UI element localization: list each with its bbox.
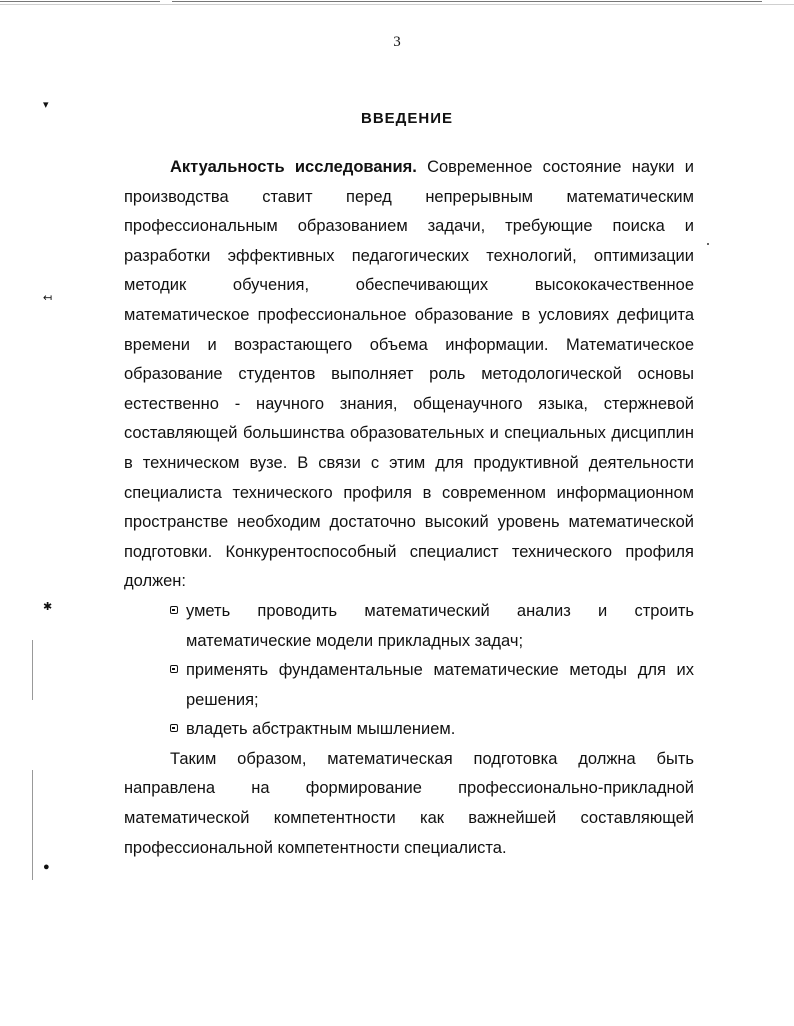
list-item bbox=[170, 656, 694, 715]
scan-edge-line bbox=[172, 1, 762, 2]
margin-mark-1: ▾ bbox=[43, 99, 49, 111]
margin-mark-3: ✱ bbox=[43, 601, 53, 613]
margin-mark-4: ● bbox=[43, 861, 50, 873]
scan-binding-line bbox=[32, 640, 33, 700]
paragraph-text: Современное состояние науки и производства ставит перед непрерывным математическим профессиональным образованием задачи, требующие поиска и разработки эффективных педагогических технологий, оптимизации методик обучения, обеспечивающих высококачественное математическое профессиональное образование в условиях дефицита времени и возрастающего объема информации. Математическое образование студентов выполняет роль методологической основы естественно - научного знания, общенаучного языка, стержневой составляющей большинства образовательных и специальных дисциплин в техническом вузе. В связи с этим для продуктивной деятельности специалиста технического профиля в современном информационном пространстве необходим достаточно высокий уровень математической подготовки. Конкурентоспособный специалист технического профиля должен: bbox=[124, 158, 694, 591]
list-item-text: применять фундаментальные математические методы для их решения; bbox=[186, 661, 694, 709]
scan-edge-line bbox=[0, 1, 160, 2]
paragraph-actuality bbox=[124, 153, 694, 597]
page-number: 3 bbox=[393, 34, 401, 50]
list-item bbox=[170, 597, 694, 656]
page-heading: ВВЕДЕНИЕ bbox=[361, 110, 453, 127]
paragraph-conclusion: Таким образом, математическая подготовка должна быть направлена на формирование профессионально-прикладной математической компетентности как важнейшей составляющей профессиональной компетентности специалиста. bbox=[124, 749, 694, 857]
list-item-text: владеть абстрактным мышлением. bbox=[186, 720, 456, 739]
scan-binding-line bbox=[32, 770, 33, 880]
scan-speck bbox=[707, 243, 709, 245]
square-bullet-icon bbox=[170, 665, 178, 673]
scan-edge-line bbox=[0, 4, 794, 5]
square-bullet-icon bbox=[170, 606, 178, 614]
body-text bbox=[124, 153, 694, 863]
margin-mark-2: ↤ bbox=[43, 292, 53, 304]
requirements-list bbox=[124, 597, 694, 745]
list-item-text: уметь проводить математический анализ и строить математические модели прикладных задач; bbox=[186, 601, 694, 650]
square-bullet-icon bbox=[170, 724, 178, 732]
list-item bbox=[170, 715, 694, 745]
paragraph-lead: Актуальность исследования. bbox=[170, 158, 417, 176]
